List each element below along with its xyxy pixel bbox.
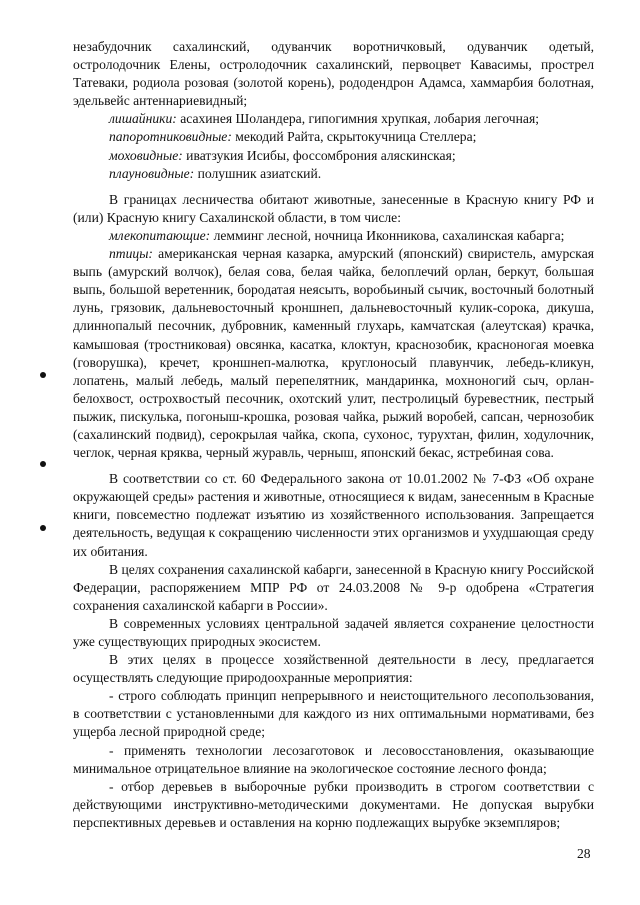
binder-hole-mark: [40, 461, 46, 467]
measure-item: - отбор деревьев в выборочные рубки производить в строгом соответствии с действующими инструктивно-методическими документами. Не допуская вырубки перспективных деревьев и оставления на корню подлежащих вырубке экземпляров;: [73, 778, 594, 830]
lichens-label: лишайники:: [109, 111, 177, 127]
plants-continuation: незабудочник сахалинский, одуванчик воротничковый, одуванчик одетый, остролодочник Елены, остролодочник сахалинский, первоцвет Кавасимы, прострел Татеваки, родиола розовая (золотой корень), рододендрон Адамса, хаммарбия болотная, эдельвейс антеннариевидный;: [73, 39, 594, 109]
lycopods-label: плауновидные:: [109, 165, 195, 181]
birds-label: птицы:: [109, 246, 153, 262]
kabarga-paragraph: В целях сохранения сахалинской кабарги, занесенной в Красную книгу Российской Федерации, распоряжением МПР РФ от 24.03.2008 № 9-р одобрена «Стратегия сохранения сахалинской кабарги в России».: [73, 561, 594, 613]
measure-item: - применять технологии лесозаготовок и лесовосстановления, оказывающие минимальное отрицательное влияние на экологическое состояние лесного фонда;: [73, 742, 594, 776]
page-number: 28: [577, 846, 591, 861]
ferns-label: папоротниковидные:: [109, 129, 232, 145]
lycopods-line: [73, 165, 594, 183]
mammals-text: лемминг лесной, ночница Иконникова, сахалинская кабарга;: [210, 227, 565, 243]
measures-intro: В этих целях в процессе хозяйственной деятельности в лесу, предлагается осуществлять следующие природоохранные мероприятия:: [73, 652, 594, 686]
lycopods-text: полушник азиатский.: [194, 165, 322, 181]
mosses-line: [73, 147, 594, 165]
ferns-line: [73, 128, 594, 146]
mosses-label: моховидные:: [109, 147, 183, 163]
binder-hole-mark: [40, 525, 46, 531]
lichens-line: [73, 110, 594, 128]
animals-intro: В границах лесничества обитают животные, занесенные в Красную книгу РФ и (или) Красную книгу Сахалинской области, в том числе:: [73, 191, 594, 225]
ferns-text: мекодий Райта, скрытокучница Стеллера;: [231, 129, 477, 145]
lichens-text: асахинея Шоландера, гипогимния хрупкая, лобария легочная;: [176, 111, 539, 127]
law-paragraph: В соответствии со ст. 60 Федерального закона от 10.01.2002 № 7-ФЗ «Об охране окружающей среды» растения и животные, относящиеся к видам, занесенным в Красные книги, повсеместно подлежат изъятию из хозяйственного использования. Запрещается деятельность, ведущая к сокращению численности этих организмов и ухудшающая среду их обитания.: [73, 471, 594, 559]
binder-hole-mark: [40, 372, 46, 378]
mammals-line: [73, 227, 594, 245]
ecosystems-paragraph: В современных условиях центральной задачей является сохранение целостности уже существующих природных экосистем.: [73, 615, 594, 649]
birds-text: американская черная казарка, амурский (японский) свиристель, амурская выпь (амурский волчок), белая сова, белая чайка, белоплечий орлан, беркут, большая выпь, большой веретенник, бородатая неясыть, воробьиный сычик, восточный болотный лунь, грязовик, дальневосточный кроншнеп, дальневосточный кулик-сорока, дикуша, длиннопалый песочник, дубровник, каменный глухарь, камчатская (алеутская) крачка, камышовая (тростниковая) овсянка, касатка, клоктун, краснозобик, красноногая моевка (говорушка), кречет, кроншнеп-малютка, круглоносый плавунчик, лебедь-кликун, лопатень, малый лебедь, малый перепелятник, мандаринка, мохноногий сыч, орлан-белохвост, острохвостый песочник, охотский улит, пестролицый буревестник, пестрый пыжик, пискулька, погоныш-крошка, розовая чайка, рыжий воробей, сапсан, чернозобик (сахалинский подвид), серокрылая чайка, скопа, сухонос, турухтан, филин, ходулочник, чеглок, черная кряква, черный журавль, черныш, японский бекас, ястребиная сова.: [73, 246, 594, 461]
document-page: [73, 38, 594, 832]
mosses-text: иватзукия Исибы, фоссомброния аляскинская;: [182, 147, 456, 163]
mammals-label: млекопитающие:: [109, 227, 211, 243]
measure-item: - строго соблюдать принцип непрерывного и неистощительного лесопользования, в соответствии с установленными для каждого из них оптимальными нормативами, без ущерба лесной природной среде;: [73, 688, 594, 740]
birds-line: [73, 245, 594, 462]
